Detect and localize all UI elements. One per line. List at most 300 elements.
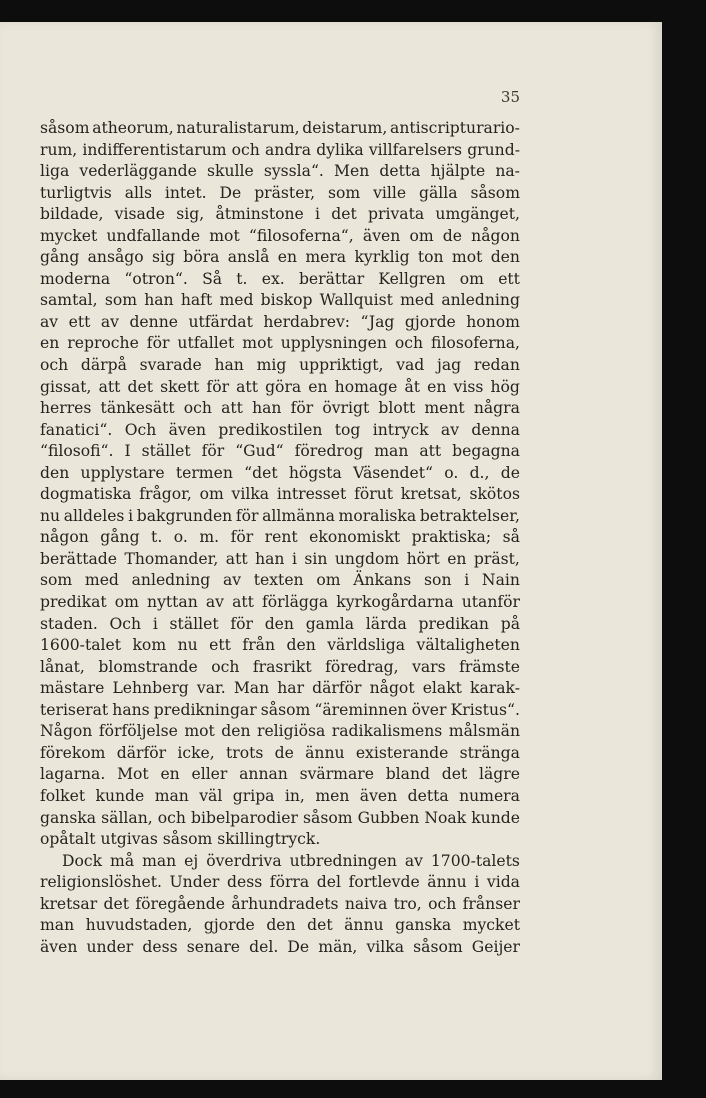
- word: anledning: [441, 291, 520, 310]
- word: jag: [437, 356, 462, 375]
- word: blomstrande: [98, 657, 198, 676]
- word: privata: [368, 205, 425, 224]
- word: Dock: [62, 851, 103, 870]
- word: om: [316, 571, 341, 590]
- word: termen: [175, 463, 233, 482]
- word: nu: [40, 506, 61, 525]
- word: man: [40, 916, 75, 935]
- word: därpå: [80, 356, 127, 375]
- word: trots: [225, 743, 264, 762]
- word: från: [242, 636, 275, 655]
- word: 1700-talets: [430, 851, 520, 870]
- word: elakt: [422, 679, 462, 698]
- word: rum,: [40, 140, 78, 159]
- word: naturalistarum,: [176, 119, 300, 137]
- word: för: [146, 334, 170, 353]
- word: kyrklig: [354, 248, 410, 267]
- text-line: [40, 398, 520, 420]
- word: biskop: [260, 291, 313, 310]
- word: och: [394, 334, 424, 353]
- word: dylika: [316, 140, 364, 159]
- word: mycket: [462, 916, 520, 935]
- word: som: [104, 291, 137, 310]
- word: vilka: [231, 485, 270, 504]
- word: att: [236, 377, 258, 396]
- word: med: [400, 291, 435, 310]
- word: man: [154, 786, 189, 805]
- word: hans: [112, 700, 150, 719]
- word: en: [160, 765, 180, 784]
- word: förlägga: [262, 593, 329, 612]
- word: i: [128, 506, 134, 525]
- word: moraliska: [338, 506, 417, 525]
- word: den: [286, 636, 316, 655]
- word: bakgrunden: [136, 506, 233, 525]
- text-line: [40, 764, 520, 786]
- word: såsom: [470, 183, 520, 202]
- word: berättar: [298, 269, 365, 288]
- word: lagarna.: [40, 765, 106, 784]
- word: na-: [495, 162, 520, 181]
- word: o.: [173, 528, 188, 547]
- word: sin: [304, 549, 328, 568]
- word: Wallquist: [319, 291, 393, 310]
- word: vida: [486, 873, 520, 892]
- text-line: [40, 851, 520, 873]
- text-line: [40, 592, 520, 614]
- word: Mot: [117, 765, 149, 784]
- word: ett: [68, 312, 91, 331]
- word: huvudstaden,: [85, 916, 193, 935]
- word: det: [331, 205, 357, 224]
- word: anledning: [131, 571, 211, 590]
- word: reproche: [67, 334, 139, 353]
- word: nu: [177, 636, 198, 655]
- word: förut: [354, 485, 394, 504]
- word: för: [230, 614, 253, 633]
- word: tog: [334, 420, 361, 439]
- text-line: [40, 700, 520, 722]
- word: förra: [269, 873, 310, 892]
- word: t.: [151, 528, 163, 547]
- word: för: [201, 442, 225, 461]
- word: ekonomiskt: [309, 528, 401, 547]
- word: annan: [239, 765, 288, 784]
- word: herres: [40, 399, 92, 418]
- word: filosoferna,: [431, 334, 520, 353]
- word: i: [464, 571, 470, 590]
- page-number: 35: [500, 88, 520, 106]
- word: föredrog: [294, 442, 364, 461]
- word: Och: [124, 420, 157, 439]
- text-line: [40, 420, 520, 442]
- word: med: [84, 571, 119, 590]
- word: naiva: [344, 894, 388, 913]
- word: åtminstone: [215, 205, 304, 224]
- word: I: [124, 442, 131, 461]
- word: mot: [451, 248, 483, 267]
- word: mot: [242, 334, 273, 353]
- word: “det: [244, 463, 278, 482]
- word: för: [206, 377, 230, 396]
- word: Någon: [40, 722, 93, 741]
- word: ett: [209, 636, 231, 655]
- word: och: [157, 808, 186, 827]
- word: viss: [453, 377, 484, 396]
- word: detta: [379, 162, 421, 181]
- word: den: [266, 916, 296, 935]
- word: århundradets: [231, 894, 339, 913]
- book-page: [0, 22, 662, 1080]
- word: bibelparodier: [191, 808, 298, 827]
- word: Och: [109, 614, 142, 633]
- word: man: [374, 442, 409, 461]
- word: med: [219, 291, 254, 310]
- word: världsliga: [327, 636, 406, 655]
- word: Änkans: [353, 571, 412, 590]
- word: som: [40, 571, 73, 590]
- word: man: [142, 851, 177, 870]
- word: Man: [233, 679, 270, 698]
- word: deistarum,: [302, 119, 388, 137]
- word: nyttan: [147, 593, 198, 612]
- word: en: [277, 248, 297, 267]
- word: anslå: [227, 248, 270, 267]
- word: turligtvis: [40, 183, 112, 202]
- word: något: [369, 679, 415, 698]
- word: såsom: [303, 808, 353, 827]
- text-line: [40, 290, 520, 312]
- word: “filosofi“.: [40, 442, 114, 461]
- word: vad: [396, 356, 425, 375]
- word: det: [307, 916, 333, 935]
- word: i: [291, 549, 297, 568]
- word: indifferentistarum: [82, 140, 227, 159]
- word: några: [473, 399, 520, 418]
- word: men: [315, 786, 350, 805]
- word: han: [144, 291, 174, 310]
- word: predikostilen: [218, 420, 323, 439]
- word: ännu: [427, 873, 467, 892]
- word: upplysningen: [280, 334, 387, 353]
- word: o.: [444, 463, 459, 482]
- word: frånser: [462, 894, 520, 913]
- word: Nain: [481, 571, 520, 590]
- word: ännu: [344, 916, 384, 935]
- word: predikan: [418, 614, 489, 633]
- word: såsom: [413, 937, 463, 956]
- word: att: [232, 593, 254, 612]
- word: främste: [459, 657, 520, 676]
- word: stränga: [459, 743, 520, 762]
- word: texten: [253, 571, 304, 590]
- word: gripa: [232, 786, 275, 805]
- word: fortlevde: [348, 873, 420, 892]
- word: högsta: [288, 463, 342, 482]
- word: föredrag,: [325, 657, 399, 676]
- word: så: [502, 528, 520, 547]
- word: han: [255, 549, 285, 568]
- word: en: [308, 377, 328, 396]
- word: in,: [284, 786, 305, 805]
- word: hög: [490, 377, 520, 396]
- word: över: [411, 700, 447, 719]
- word: han: [214, 356, 244, 375]
- word: i: [315, 205, 321, 224]
- word: haft: [180, 291, 213, 310]
- word: av: [404, 851, 423, 870]
- word: såsom: [40, 119, 90, 137]
- word: att: [419, 442, 442, 461]
- text-line: [40, 657, 520, 679]
- word: det: [441, 765, 468, 784]
- word: rent: [264, 528, 298, 547]
- word: “Jag: [360, 312, 395, 331]
- word: skötos: [469, 485, 520, 504]
- word: Kellgren: [378, 269, 446, 288]
- word: de: [500, 463, 520, 482]
- word: de: [274, 743, 294, 762]
- word: Noak: [424, 808, 467, 827]
- word: sig,: [176, 205, 205, 224]
- word: “otron“.: [124, 269, 188, 288]
- word: numera: [459, 786, 520, 805]
- word: gjorde: [404, 312, 456, 331]
- word: gissat,: [40, 377, 92, 396]
- word: ment: [424, 399, 465, 418]
- word: son: [424, 571, 452, 590]
- word: samtal,: [40, 291, 98, 310]
- text-line: [40, 355, 520, 377]
- word: under: [86, 937, 134, 956]
- word: ganska: [40, 808, 97, 827]
- word: senare: [186, 937, 241, 956]
- word: begagna: [452, 442, 520, 461]
- word: folket: [40, 786, 86, 805]
- text-line: [40, 721, 520, 743]
- word: åt: [404, 377, 421, 396]
- word: undfallande: [106, 226, 201, 245]
- word: någon: [471, 226, 520, 245]
- word: alldeles: [63, 506, 125, 525]
- word: hjälpte: [430, 162, 486, 181]
- text-line: [40, 333, 520, 355]
- word: präst,: [473, 549, 520, 568]
- word: stället: [141, 442, 191, 461]
- word: av: [222, 571, 242, 590]
- word: på: [500, 614, 520, 633]
- word: utanför: [461, 593, 520, 612]
- word: predikningar: [153, 700, 257, 719]
- word: teriserat: [40, 700, 109, 719]
- word: någon: [40, 528, 89, 547]
- word: av: [205, 593, 224, 612]
- word: bland: [385, 765, 430, 784]
- word: betraktelser,: [419, 506, 520, 525]
- word: präster,: [254, 183, 316, 202]
- word: visade: [114, 205, 165, 224]
- word: väl: [199, 786, 223, 805]
- word: den: [40, 463, 70, 482]
- word: har: [277, 679, 305, 698]
- word: kom: [132, 636, 167, 655]
- word: lärda: [365, 614, 407, 633]
- word: Så: [202, 269, 223, 288]
- text-line: [40, 678, 520, 700]
- text-line: [40, 915, 520, 937]
- word: Lehnberg: [112, 679, 189, 698]
- body-text: [40, 118, 520, 958]
- word: lånat,: [40, 657, 85, 676]
- word: det: [127, 377, 154, 396]
- word: lägre: [478, 765, 520, 784]
- word: gamla: [305, 614, 355, 633]
- text-line: [40, 161, 520, 183]
- word: målsmän: [448, 722, 520, 741]
- word: i: [474, 873, 480, 892]
- word: att: [225, 549, 248, 568]
- word: det: [103, 894, 130, 913]
- word: dogmatiska: [40, 485, 132, 504]
- word: de: [442, 226, 463, 245]
- word: om: [114, 593, 139, 612]
- word: predikat: [40, 593, 107, 612]
- word: mot: [209, 226, 240, 245]
- word: i: [152, 614, 158, 633]
- word: Gubben: [357, 808, 420, 827]
- text-line: [40, 570, 520, 592]
- word: utbredningen: [289, 851, 397, 870]
- word: Kristus“.: [450, 700, 520, 719]
- text-line: [40, 808, 520, 830]
- word: De: [219, 183, 242, 202]
- word: om: [409, 226, 434, 245]
- text-line: [40, 743, 520, 765]
- word: upplystare: [80, 463, 165, 482]
- word: detta: [407, 786, 449, 805]
- word: utfärdat: [188, 312, 253, 331]
- word: att: [98, 377, 121, 396]
- word: kunde: [95, 786, 145, 805]
- word: syssla“.: [263, 162, 324, 181]
- text-line: [40, 204, 520, 226]
- word: mycket: [40, 226, 98, 245]
- word: tänkesätt: [100, 399, 175, 418]
- word: må: [110, 851, 135, 870]
- text-line: [40, 527, 520, 549]
- word: mig: [256, 356, 287, 375]
- word: var.: [196, 679, 226, 698]
- text-line: [40, 183, 520, 205]
- word: redan: [473, 356, 520, 375]
- word: umgänget,: [435, 205, 520, 224]
- word: han: [252, 399, 282, 418]
- word: vederläggande: [79, 162, 197, 181]
- word: och: [428, 894, 457, 913]
- word: kretsar: [40, 894, 98, 913]
- word: gälla: [419, 183, 458, 202]
- word: som: [328, 183, 361, 202]
- text-line: [40, 549, 520, 571]
- word: Men: [334, 162, 370, 181]
- word: överdriva: [206, 851, 282, 870]
- word: 1600-talet: [40, 636, 121, 655]
- word: del.: [249, 937, 279, 956]
- word: att: [221, 399, 243, 418]
- text-line: [40, 937, 520, 959]
- word: skett: [160, 377, 200, 396]
- word: förföljelse: [98, 722, 178, 741]
- word: och: [40, 356, 69, 375]
- text-line: [40, 506, 520, 528]
- word: dess: [142, 937, 178, 956]
- word: ton: [417, 248, 444, 267]
- word: stället: [169, 614, 219, 633]
- word: den: [490, 248, 520, 267]
- word: De: [287, 937, 310, 956]
- word: av: [40, 312, 59, 331]
- word: en: [40, 334, 60, 353]
- word: staden.: [40, 614, 98, 633]
- word: mästare: [40, 679, 105, 698]
- word: denne: [129, 312, 178, 331]
- word: Thomander,: [124, 549, 219, 568]
- word: grund-: [467, 140, 520, 159]
- word: av: [100, 312, 119, 331]
- word: ex.: [261, 269, 285, 288]
- word: praktiska;: [411, 528, 492, 547]
- word: män,: [318, 937, 358, 956]
- word: religiösa: [257, 722, 326, 741]
- word: av: [440, 420, 460, 439]
- word: såsom: [260, 700, 311, 719]
- word: moderna: [40, 269, 111, 288]
- word: herdabrev:: [263, 312, 351, 331]
- word: del: [316, 873, 341, 892]
- word: homage: [334, 377, 398, 396]
- text-line: [40, 269, 520, 291]
- word: och: [231, 140, 260, 159]
- word: karak-: [470, 679, 520, 698]
- word: fanatici“.: [40, 420, 113, 439]
- word: vars: [412, 657, 446, 676]
- text-line: [40, 312, 520, 334]
- word: göra: [265, 377, 302, 396]
- word: uppriktigt,: [299, 356, 384, 375]
- word: svärmare: [299, 765, 374, 784]
- word: mera: [305, 248, 347, 267]
- word: frågor,: [139, 485, 192, 504]
- text-line: [40, 226, 520, 248]
- word: d.,: [469, 463, 490, 482]
- word: svarade: [139, 356, 202, 375]
- scan-border: [662, 0, 706, 1098]
- word: tro,: [393, 894, 422, 913]
- word: frasrikt: [252, 657, 312, 676]
- word: kyrkogårdarna: [336, 593, 454, 612]
- word: ännu: [305, 743, 345, 762]
- word: intet.: [164, 183, 207, 202]
- word: ej: [184, 851, 199, 870]
- word: berättade: [40, 549, 118, 568]
- word: dess: [226, 873, 263, 892]
- word: ville: [373, 183, 407, 202]
- word: vilka: [366, 937, 405, 956]
- word: ett: [498, 269, 520, 288]
- word: eller: [191, 765, 228, 784]
- text-line: [40, 140, 520, 162]
- text-line: [40, 118, 520, 140]
